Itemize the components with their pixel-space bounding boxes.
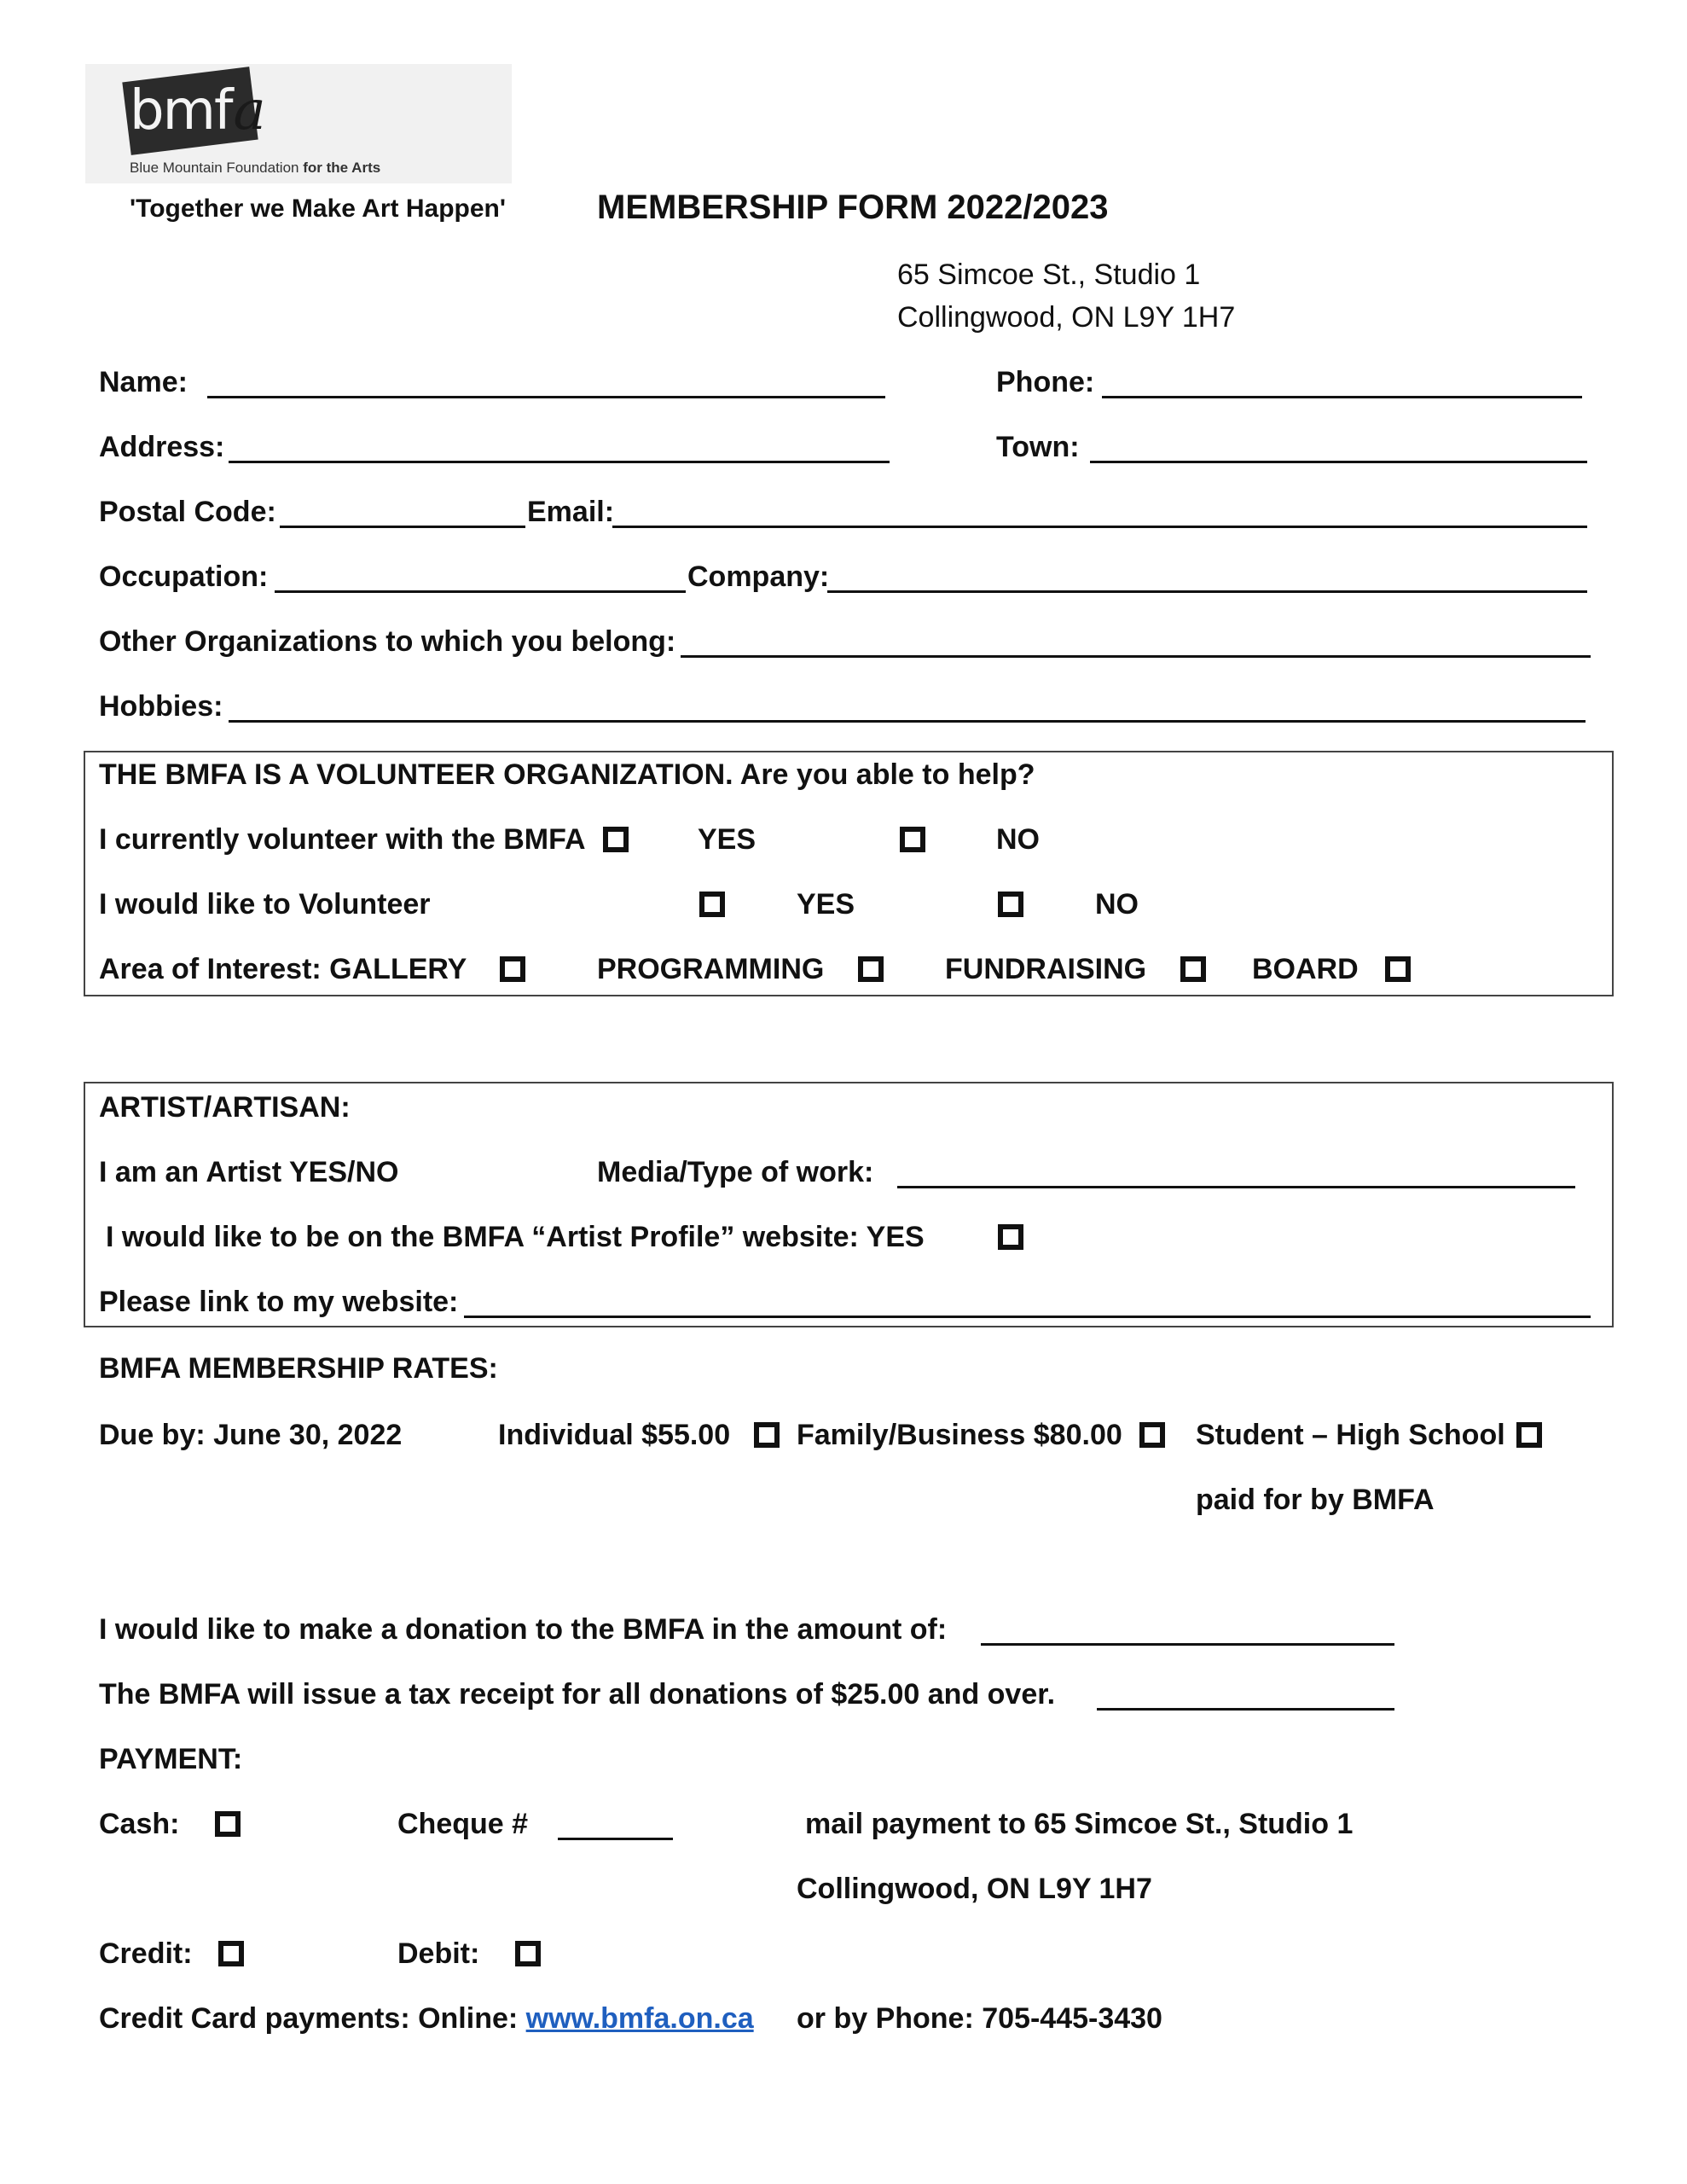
postal-code-field[interactable] [280, 526, 525, 528]
programming-checkbox[interactable] [858, 956, 884, 982]
gallery-checkbox[interactable] [500, 956, 525, 982]
logo-wordmark: bmfa [130, 79, 264, 142]
town-label: Town: [996, 431, 1080, 463]
student-checkbox[interactable] [1516, 1422, 1542, 1448]
student-rate-label: Student – High School [1196, 1419, 1505, 1451]
donation-label: I would like to make a donation to the BMFA in the amount of: [99, 1613, 948, 1646]
email-label: Email: [527, 496, 615, 528]
phone-field[interactable] [1102, 396, 1582, 398]
volunteer-heading: THE BMFA IS A VOLUNTEER ORGANIZATION. Are you able to help? [99, 758, 1035, 791]
tagline: 'Together we Make Art Happen' [130, 195, 507, 223]
rates-heading: BMFA MEMBERSHIP RATES: [99, 1352, 498, 1385]
cash-checkbox[interactable] [215, 1811, 241, 1837]
company-label: Company: [687, 561, 830, 593]
address-field[interactable] [229, 461, 890, 463]
website-link[interactable]: www.bmfa.on.ca [525, 2002, 754, 2035]
family-rate-label: Family/Business $80.00 [797, 1419, 1122, 1451]
family-checkbox[interactable] [1139, 1422, 1165, 1448]
name-label: Name: [99, 366, 188, 398]
payment-heading: PAYMENT: [99, 1743, 243, 1775]
form-title: MEMBERSHIP FORM 2022/2023 [597, 189, 1109, 226]
artist-heading: ARTIST/ARTISAN: [99, 1091, 351, 1124]
fundraising-checkbox[interactable] [1180, 956, 1206, 982]
credit-card-payments [99, 2001, 754, 2036]
tax-receipt-label: The BMFA will issue a tax receipt for all donations of $25.00 and over. [99, 1678, 1056, 1711]
credit-checkbox[interactable] [218, 1941, 244, 1966]
hobbies-field[interactable] [229, 720, 1586, 723]
programming-label: PROGRAMMING [597, 953, 825, 985]
fundraising-label: FUNDRAISING [945, 953, 1147, 985]
individual-checkbox[interactable] [754, 1422, 780, 1448]
online-payment-label: Credit Card payments: Online: [99, 2002, 526, 2035]
currently-no-checkbox[interactable] [900, 827, 925, 852]
mail-payment-line-2: Collingwood, ON L9Y 1H7 [797, 1873, 1152, 1905]
address-line-2: Collingwood, ON L9Y 1H7 [897, 301, 1236, 334]
currently-yes-label: YES [698, 823, 757, 856]
board-checkbox[interactable] [1385, 956, 1411, 982]
town-field[interactable] [1090, 461, 1587, 463]
occupation-label: Occupation: [99, 561, 269, 593]
logo-subtitle: Blue Mountain Foundation for the Arts [130, 160, 381, 176]
currently-yes-checkbox[interactable] [603, 827, 629, 852]
due-date: Due by: June 30, 2022 [99, 1419, 403, 1451]
debit-label: Debit: [397, 1937, 480, 1970]
address-label: Address: [99, 431, 225, 463]
bmfa-logo [85, 64, 512, 183]
would-like-no-label: NO [1095, 888, 1139, 921]
media-label: Media/Type of work: [597, 1156, 874, 1188]
other-orgs-label: Other Organizations to which you belong: [99, 625, 676, 658]
cheque-number-field[interactable] [558, 1838, 673, 1840]
debit-checkbox[interactable] [515, 1941, 541, 1966]
credit-label: Credit: [99, 1937, 193, 1970]
other-orgs-field[interactable] [681, 655, 1591, 658]
tax-receipt-field[interactable] [1097, 1708, 1394, 1711]
website-label: Please link to my website: [99, 1286, 459, 1318]
hobbies-label: Hobbies: [99, 690, 223, 723]
phone-label: Phone: [996, 366, 1095, 398]
currently-volunteer-label: I currently volunteer with the BMFA [99, 823, 586, 856]
artist-profile-label: I would like to be on the BMFA “Artist Profile” website: YES [106, 1221, 925, 1253]
name-field[interactable] [207, 396, 885, 398]
cash-label: Cash: [99, 1808, 180, 1840]
would-like-no-checkbox[interactable] [998, 892, 1023, 917]
media-field[interactable] [897, 1186, 1575, 1188]
individual-rate-label: Individual $55.00 [498, 1419, 731, 1451]
cheque-label: Cheque # [397, 1808, 529, 1840]
email-field[interactable] [612, 526, 1587, 528]
artist-profile-yes-checkbox[interactable] [998, 1224, 1023, 1250]
would-like-yes-checkbox[interactable] [699, 892, 725, 917]
occupation-field[interactable] [275, 590, 686, 593]
currently-no-label: NO [996, 823, 1040, 856]
would-like-volunteer-label: I would like to Volunteer [99, 888, 431, 921]
postal-code-label: Postal Code: [99, 496, 276, 528]
donation-amount-field[interactable] [981, 1643, 1394, 1646]
board-label: BOARD [1252, 953, 1359, 985]
website-field[interactable] [464, 1316, 1591, 1318]
phone-payment: or by Phone: 705-445-3430 [797, 2002, 1162, 2035]
company-field[interactable] [827, 590, 1587, 593]
mail-payment-line-1: mail payment to 65 Simcoe St., Studio 1 [805, 1808, 1354, 1840]
student-note: paid for by BMFA [1196, 1484, 1435, 1516]
i-am-artist-label: I am an Artist YES/NO [99, 1156, 399, 1188]
area-gallery-label: Area of Interest: GALLERY [99, 953, 467, 985]
address-line-1: 65 Simcoe St., Studio 1 [897, 258, 1201, 291]
would-like-yes-label: YES [797, 888, 855, 921]
